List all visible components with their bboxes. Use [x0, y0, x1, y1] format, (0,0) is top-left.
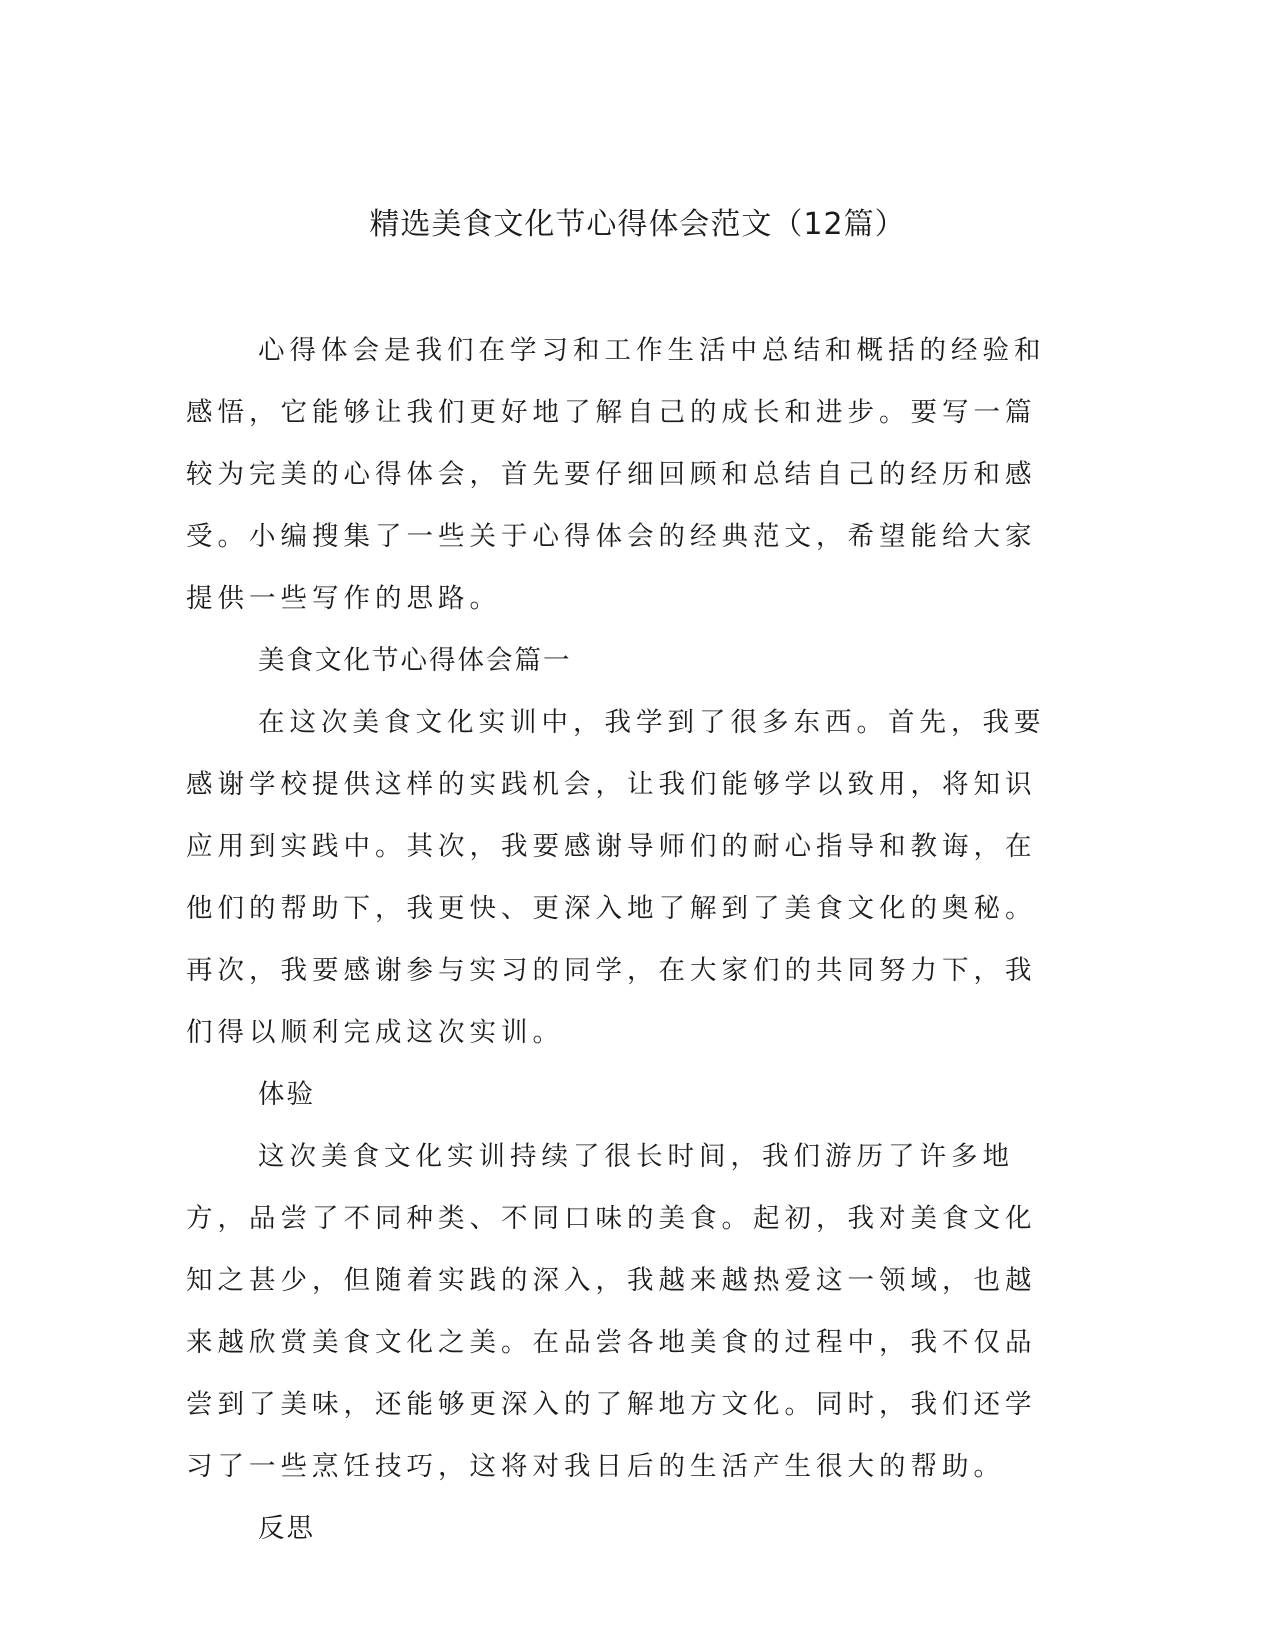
section-heading-reflection: 反思 [258, 1513, 315, 1544]
document-title: 精选美食文化节心得体会范文（12篇） [369, 207, 906, 242]
intro-paragraph: 心得体会是我们在学习和工作生活中总结和概括的经验和感悟，它能够让我们更好地了解自己的成长和进步。要写一篇较为完美的心得体会，首先要仔细回顾和总结自己的经历和感受。小编搜集了一些关于心得体会的经典范文，希望能给大家提供一些写作的思路。 [186, 335, 1046, 614]
section-heading-experience: 体验 [258, 1079, 315, 1110]
experience-paragraph: 这次美食文化实训持续了很长时间，我们游历了许多地方，品尝了不同种类、不同口味的美食。起初，我对美食文化知之甚少，但随着实践的深入，我越来越热爱这一领域，也越来越欣赏美食文化之美。在品尝各地美食的过程中，我不仅品尝到了美味，还能够更深入的了解地方文化。同时，我们还学习了一些烹饪技巧，这将对我日后的生活产生很大的帮助。 [186, 1141, 1037, 1482]
document-body [186, 320, 1066, 1560]
gratitude-paragraph: 在这次美食文化实训中，我学到了很多东西。首先，我要感谢学校提供这样的实践机会，让我们能够学以致用，将知识应用到实践中。其次，我要感谢导师们的耐心指导和教诲，在他们的帮助下，我更快、更深入地了解到了美食文化的奥秘。再次，我要感谢参与实习的同学，在大家们的共同努力下，我们得以顺利完成这次实训。 [186, 707, 1046, 1048]
section-heading-part-one: 美食文化节心得体会篇一 [258, 645, 572, 676]
